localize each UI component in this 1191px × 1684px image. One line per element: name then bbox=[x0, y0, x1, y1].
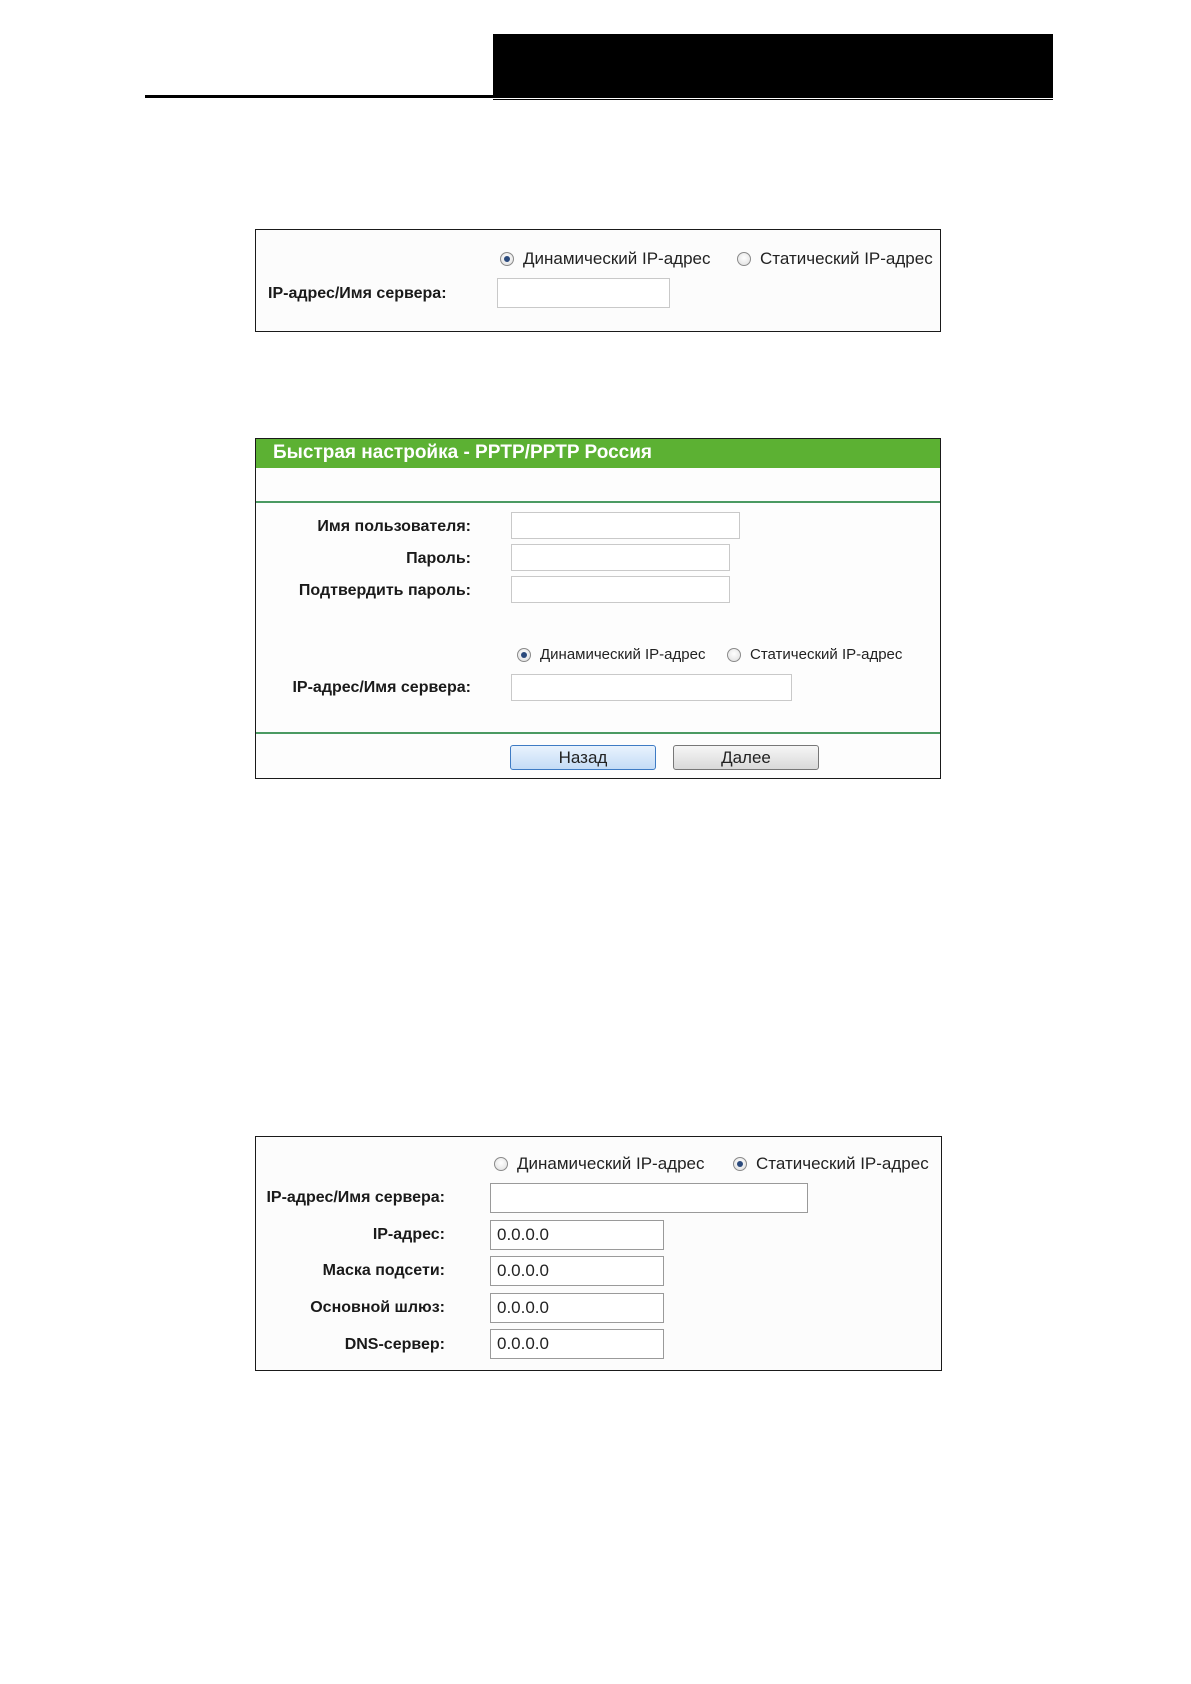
radio-static-label: Статический IP-адрес bbox=[750, 646, 903, 663]
server-input[interactable] bbox=[490, 1183, 808, 1213]
gateway-label: Основной шлюз: bbox=[310, 1299, 445, 1316]
server-label: IP-адрес/Имя сервера: bbox=[266, 1189, 445, 1206]
password-input[interactable] bbox=[511, 544, 730, 571]
dns-server-label: DNS-сервер: bbox=[344, 1336, 445, 1353]
radio-dynamic-label: Динамический IP-адрес bbox=[517, 1154, 705, 1173]
radio-unselected-icon bbox=[737, 252, 751, 266]
server-label: IP-адрес/Имя сервера: bbox=[292, 679, 471, 696]
radio-static-ip[interactable] bbox=[727, 646, 902, 663]
panel-title-bar bbox=[256, 439, 940, 468]
panel-static-ip bbox=[255, 1136, 942, 1371]
next-button[interactable]: Далее bbox=[673, 745, 819, 770]
dns-server-input[interactable]: 0.0.0.0 bbox=[490, 1329, 664, 1359]
radio-static-label: Статический IP-адрес bbox=[756, 1154, 929, 1173]
back-button[interactable]: Назад bbox=[510, 745, 656, 770]
radio-dynamic-ip[interactable] bbox=[494, 1154, 705, 1174]
header-rule-thin bbox=[493, 99, 1053, 100]
header-black-bar bbox=[493, 34, 1053, 96]
radio-selected-icon bbox=[500, 252, 514, 266]
header-rule bbox=[145, 95, 1053, 98]
server-input[interactable] bbox=[497, 278, 670, 308]
radio-unselected-icon bbox=[494, 1157, 508, 1171]
ip-address-label: IP-адрес: bbox=[372, 1226, 445, 1243]
panel-dynamic-ip bbox=[255, 229, 941, 332]
radio-static-ip[interactable] bbox=[737, 249, 933, 269]
subnet-mask-input[interactable]: 0.0.0.0 bbox=[490, 1256, 664, 1286]
username-input[interactable] bbox=[511, 512, 740, 539]
radio-dynamic-label: Динамический IP-адрес bbox=[540, 646, 706, 663]
confirm-password-input[interactable] bbox=[511, 576, 730, 603]
panel-quick-setup bbox=[255, 438, 941, 779]
username-label: Имя пользователя: bbox=[317, 518, 471, 535]
divider-bottom bbox=[256, 732, 940, 734]
radio-dynamic-label: Динамический IP-адрес bbox=[523, 249, 711, 268]
radio-static-ip[interactable] bbox=[733, 1154, 929, 1174]
gateway-input[interactable]: 0.0.0.0 bbox=[490, 1293, 664, 1323]
server-input[interactable] bbox=[511, 674, 792, 701]
subnet-mask-label: Маска подсети: bbox=[322, 1262, 445, 1279]
radio-selected-icon bbox=[733, 1157, 747, 1171]
confirm-password-label: Подтвердить пароль: bbox=[298, 582, 471, 599]
radio-dynamic-ip[interactable] bbox=[517, 646, 705, 663]
radio-static-label: Статический IP-адрес bbox=[760, 249, 933, 268]
panel-title: Быстрая настройка - PPTP/PPTP Россия bbox=[273, 442, 652, 463]
password-label: Пароль: bbox=[406, 550, 471, 567]
server-label: IP-адрес/Имя сервера: bbox=[268, 285, 447, 302]
ip-address-input[interactable]: 0.0.0.0 bbox=[490, 1220, 664, 1250]
divider-top bbox=[256, 501, 940, 503]
radio-dynamic-ip[interactable] bbox=[500, 249, 711, 269]
radio-unselected-icon bbox=[727, 648, 741, 662]
radio-selected-icon bbox=[517, 648, 531, 662]
